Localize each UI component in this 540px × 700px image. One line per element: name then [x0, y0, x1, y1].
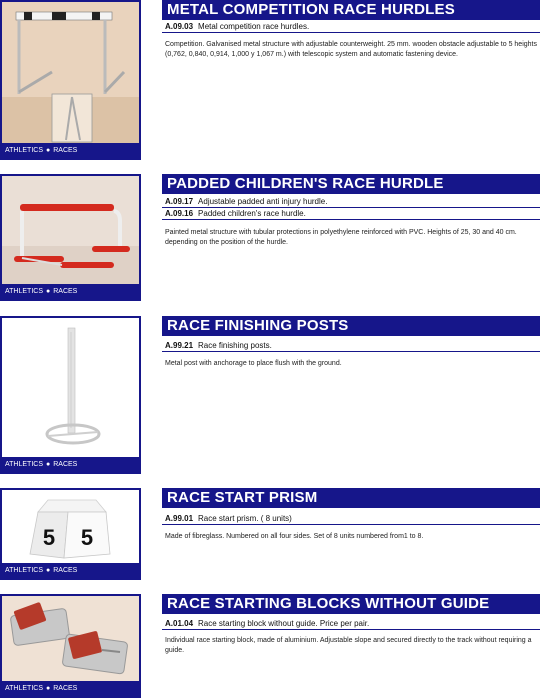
product-description: Competition. Galvanised metal structure with adjustable counterweight. 25 mm. wooden obstacle adjustable to 5 heights (0,762, 0,840, 0,914, 1,000 y 1,067 m.) with telescopic system and automatic fastening device.	[165, 41, 537, 58]
item-list	[162, 340, 540, 352]
bullet-icon: ●	[46, 461, 51, 468]
item-row	[162, 340, 540, 352]
category-athletics: ATHLETICS	[5, 685, 43, 692]
product-description: Metal post with anchorage to place flush with the ground.	[165, 360, 342, 367]
finishing-post-photo	[2, 318, 139, 457]
prism-number-right: 5	[80, 525, 94, 550]
product-photo-frame	[0, 316, 141, 474]
padded-hurdle-photo	[2, 176, 139, 284]
item-code: A.99.21	[165, 341, 194, 350]
item-code: A.99.01	[165, 514, 194, 523]
item-list	[162, 21, 540, 33]
item-name: Race start prism. ( 8 units)	[198, 514, 292, 523]
starting-blocks-photo	[2, 596, 139, 681]
product-title: RACE STARTING BLOCKS WITHOUT GUIDE	[162, 594, 540, 614]
item-name: Race starting block without guide. Price per pair.	[198, 619, 370, 628]
category-caption	[2, 457, 139, 472]
product-title: RACE FINISHING POSTS	[162, 316, 540, 336]
product-photo-frame	[0, 0, 141, 160]
product-title: PADDED CHILDREN'S RACE HURDLE	[162, 174, 540, 194]
category-races: RACES	[53, 461, 78, 468]
category-races: RACES	[53, 685, 78, 692]
item-row	[162, 21, 540, 33]
bullet-icon: ●	[46, 288, 51, 295]
item-code: A.09.03	[165, 22, 194, 31]
category-caption	[2, 284, 139, 299]
item-name: Race finishing posts.	[198, 341, 272, 350]
item-list	[162, 196, 540, 220]
item-code: A.09.16	[165, 209, 194, 218]
item-row	[162, 513, 540, 525]
category-races: RACES	[53, 288, 78, 295]
item-list	[162, 513, 540, 525]
category-athletics: ATHLETICS	[5, 461, 43, 468]
item-list	[162, 618, 540, 630]
category-races: RACES	[53, 147, 78, 154]
product-description: Made of fibreglass. Numbered on all four sides. Set of 8 units numbered from1 to 8.	[165, 533, 424, 540]
category-athletics: ATHLETICS	[5, 288, 43, 295]
product-photo-frame	[0, 594, 141, 698]
product-title: RACE START PRISM	[162, 488, 540, 508]
bullet-icon: ●	[46, 685, 51, 692]
product-photo-frame	[0, 488, 141, 580]
item-name: Padded children's race hurdle.	[198, 209, 306, 218]
item-code: A.09.17	[165, 197, 194, 206]
start-prism-photo	[2, 490, 139, 563]
item-name: Adjustable padded anti injury hurdle.	[198, 197, 328, 206]
item-row	[162, 196, 540, 208]
item-name: Metal competition race hurdles.	[198, 22, 310, 31]
product-description: Individual race starting block, made of aluminium. Adjustable slope and secured directly to the track without requiring a guide.	[165, 637, 532, 654]
category-caption	[2, 143, 139, 158]
item-row	[162, 618, 540, 630]
product-description: Painted metal structure with tubular protections in polyethylene reinforced with PVC. Heights of 25, 30 and 40 cm. depending on the position of the hurdle.	[165, 229, 517, 246]
category-caption	[2, 563, 139, 578]
category-athletics: ATHLETICS	[5, 567, 43, 574]
product-photo-frame	[0, 174, 141, 301]
prism-number-left: 5	[42, 525, 56, 550]
category-races: RACES	[53, 567, 78, 574]
category-caption	[2, 681, 139, 696]
item-code: A.01.04	[165, 619, 194, 628]
category-athletics: ATHLETICS	[5, 147, 43, 154]
hurdle-photo	[2, 2, 139, 143]
bullet-icon: ●	[46, 567, 51, 574]
bullet-icon: ●	[46, 147, 51, 154]
item-row	[162, 208, 540, 220]
product-title: METAL COMPETITION RACE HURDLES	[162, 0, 540, 20]
